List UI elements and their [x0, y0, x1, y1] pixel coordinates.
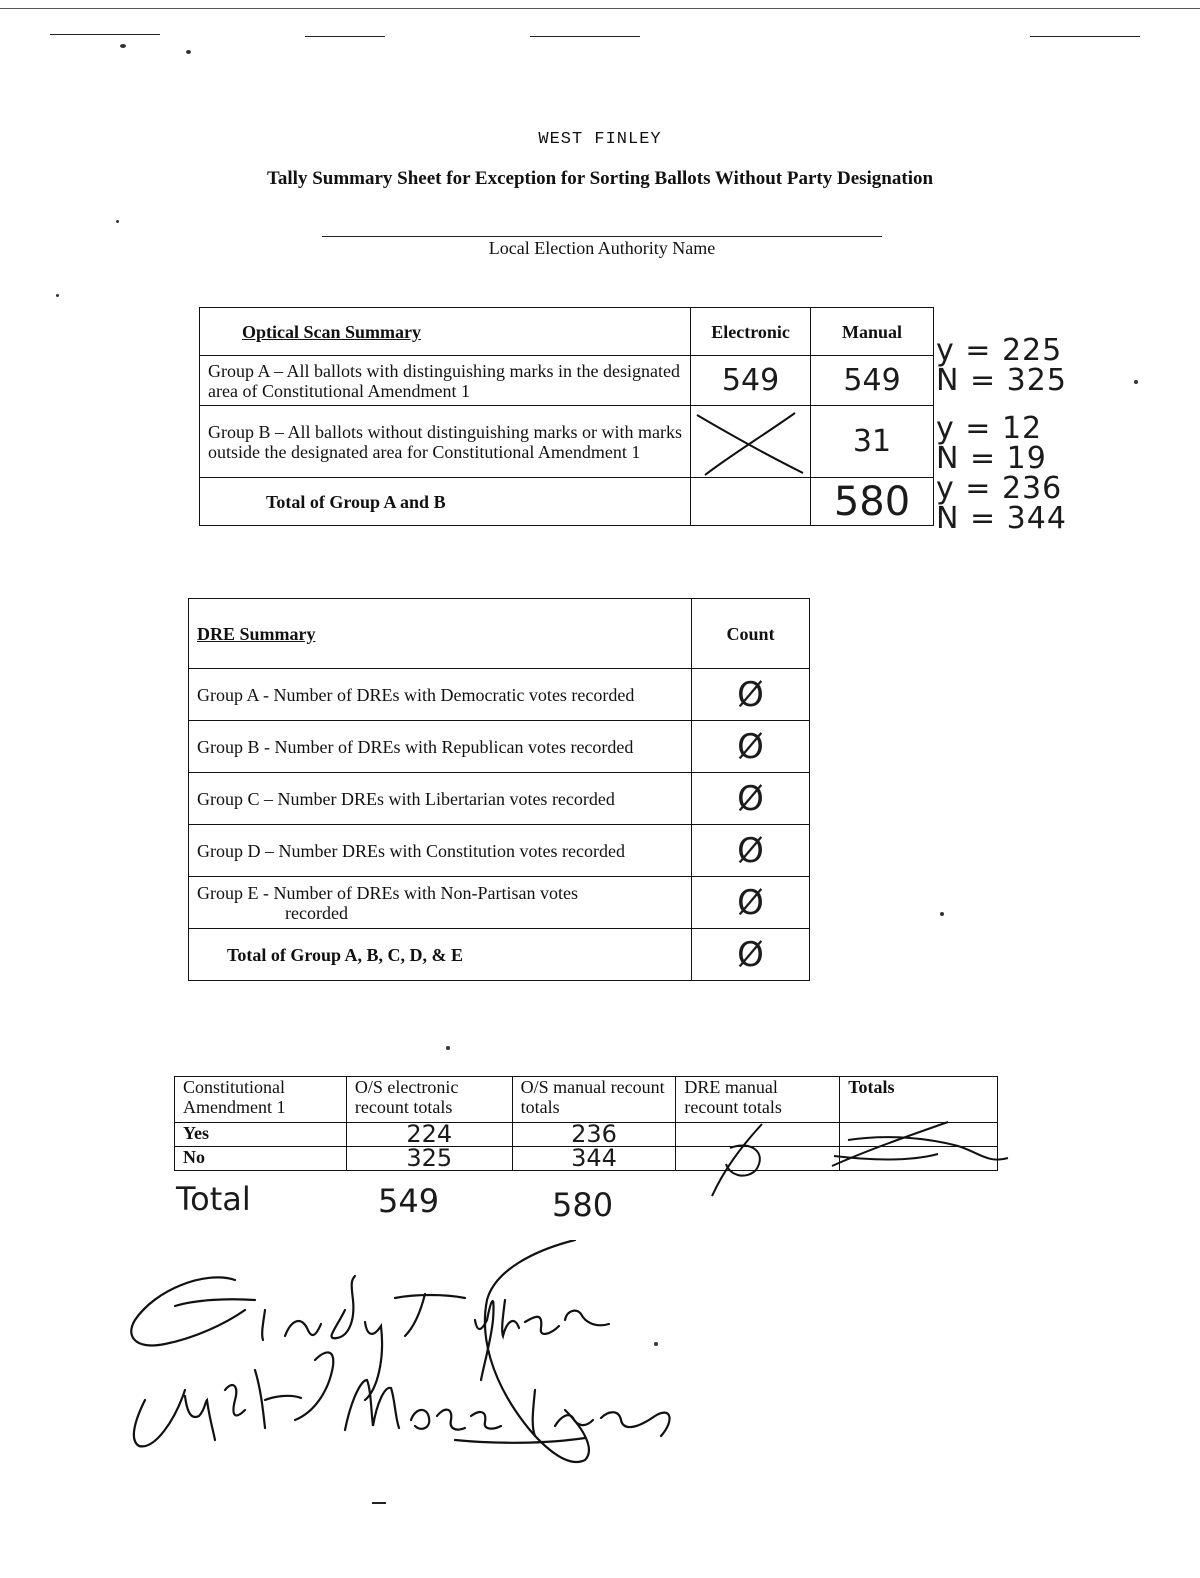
scan-dash — [372, 1502, 386, 1504]
table-row — [189, 877, 810, 929]
table-row — [189, 721, 810, 773]
dre-group-e-label-line2: recorded — [285, 902, 348, 923]
group-a-electronic: 549 — [691, 356, 811, 406]
scan-speck — [186, 50, 191, 54]
no-os-manual: 344 — [512, 1147, 676, 1171]
scan-speck — [940, 912, 944, 916]
organization-name: WEST FINLEY — [538, 130, 662, 149]
table-row — [189, 929, 810, 981]
margin-note-a-yes: y = 225 — [936, 333, 1063, 368]
optical-scan-table — [199, 307, 934, 526]
dre-group-d-count: Ø — [692, 825, 810, 877]
totals-header: Totals — [840, 1077, 998, 1123]
electronic-column-header: Electronic — [691, 308, 811, 356]
margin-note-total-yes: y = 236 — [936, 471, 1063, 506]
handwritten-total-os-electronic: 549 — [378, 1182, 440, 1220]
handwritten-total-label: Total — [176, 1180, 251, 1218]
group-ab-total-electronic — [691, 478, 811, 526]
os-manual-header: O/S manual recount totals — [512, 1077, 676, 1123]
dre-total-count: Ø — [692, 929, 810, 981]
cross-out-mark — [691, 407, 809, 477]
dre-group-e-label-line1: Group E - Number of DREs with Non-Partisan votes — [197, 882, 578, 903]
authority-name-label: Local Election Authority Name — [488, 238, 716, 258]
no-row-label: No — [175, 1147, 347, 1171]
scan-speck — [56, 294, 59, 297]
dre-group-c-count: Ø — [692, 773, 810, 825]
dre-total-label: Total of Group A, B, C, D, & E — [189, 929, 692, 981]
table-row — [200, 356, 934, 406]
scan-dash — [305, 36, 385, 37]
handwritten-total-os-manual: 580 — [552, 1186, 614, 1224]
group-ab-total-label: Total of Group A and B — [200, 478, 691, 526]
dre-group-c-label: Group C – Number DREs with Libertarian votes recorded — [189, 773, 692, 825]
dre-group-b-label: Group B - Number of DREs with Republican votes recorded — [189, 721, 692, 773]
dre-summary-title: DRE Summary — [189, 599, 692, 669]
count-column-header: Count — [692, 599, 810, 669]
scan-speck — [116, 220, 119, 223]
dre-group-e-label — [189, 877, 692, 929]
manual-column-header: Manual — [811, 308, 934, 356]
group-b-manual: 31 — [811, 406, 934, 478]
dre-group-b-count: Ø — [692, 721, 810, 773]
optical-scan-title: Optical Scan Summary — [200, 308, 691, 356]
scan-dash — [1030, 36, 1140, 37]
dre-group-d-label: Group D – Number DREs with Constitution votes recorded — [189, 825, 692, 877]
table-row — [200, 406, 934, 478]
scan-speck — [446, 1046, 450, 1050]
margin-note-total-no: N = 344 — [936, 501, 1067, 536]
os-electronic-header: O/S electronic recount totals — [346, 1077, 512, 1123]
group-a-label: Group A – All ballots with distinguishing marks in the designated area of Constitutional Amendment 1 — [200, 356, 691, 406]
margin-note-b-yes: y = 12 — [936, 411, 1043, 446]
no-os-electronic: 325 — [346, 1147, 512, 1171]
amendment-header: Constitutional Amendment 1 — [175, 1077, 347, 1123]
scan-dash — [50, 34, 160, 35]
yes-row-label: Yes — [175, 1123, 347, 1147]
dre-manual-header: DRE manual recount totals — [676, 1077, 840, 1123]
dre-group-a-label: Group A - Number of DREs with Democratic votes recorded — [189, 669, 692, 721]
yes-os-electronic: 224 — [346, 1123, 512, 1147]
totals-strike-mark — [828, 1116, 1010, 1172]
margin-note-a-no: N = 325 — [936, 363, 1067, 398]
dre-group-a-count: Ø — [692, 669, 810, 721]
sheet-title: Tally Summary Sheet for Exception for Sorting Ballots Without Party Designation — [266, 168, 934, 189]
group-b-electronic — [691, 406, 811, 478]
authority-name-line — [322, 236, 882, 237]
table-row — [189, 825, 810, 877]
scan-speck — [120, 44, 126, 48]
scan-dash — [530, 36, 640, 37]
table-row — [189, 669, 810, 721]
group-b-label: Group B – All ballots without distinguishing marks or with marks outside the designated area for Constitutional Amendment 1 — [200, 406, 691, 478]
group-ab-total-manual: 580 — [811, 478, 934, 526]
group-a-manual: 549 — [811, 356, 934, 406]
table-row — [189, 773, 810, 825]
table-row — [200, 478, 934, 526]
margin-note-b-no: N = 19 — [936, 441, 1047, 476]
dre-manual-strike-mark — [700, 1118, 780, 1200]
dre-group-e-count: Ø — [692, 877, 810, 929]
handwritten-signatures — [115, 1240, 695, 1480]
dre-summary-table — [188, 598, 810, 981]
scan-speck — [1134, 380, 1138, 384]
scan-edge-line — [0, 8, 1200, 9]
yes-os-manual: 236 — [512, 1123, 676, 1147]
